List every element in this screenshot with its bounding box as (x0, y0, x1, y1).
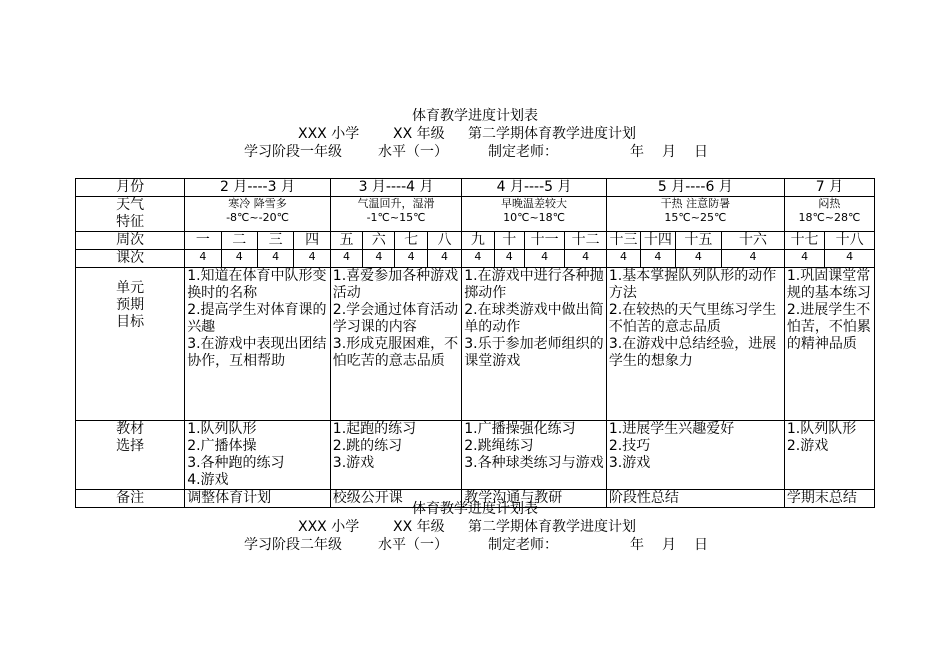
material-item: 1.进展学生兴趣爱好 (608, 421, 735, 437)
plan-name: 第二学期体育教学进度计划 (468, 126, 636, 142)
material-item: 2.游戏 (786, 438, 829, 454)
goals-cell (606, 268, 784, 421)
week-cell: 十四 (641, 232, 675, 250)
unit-goals-row (76, 268, 875, 421)
month-cell: 7 月 (784, 179, 874, 197)
material-item: 3.各种跑的练习 (187, 455, 285, 471)
week-cell: 十一 (524, 232, 564, 250)
grade-label: XX 年级 (393, 126, 445, 142)
material-item: 1.队列队形 (187, 421, 257, 437)
learning-stage-2: 学习阶段二年级 (244, 537, 342, 553)
week-cell: 十二 (565, 232, 607, 250)
school-name: XXX 小学 (298, 126, 360, 142)
teacher-label: 制定老师： (488, 144, 558, 160)
count-cell: 4 (494, 250, 524, 268)
page-title: 体育教学进度计划表 (412, 108, 538, 124)
row-label-week: 周次 (76, 232, 185, 250)
week-cell: 十五 (675, 232, 722, 250)
goals-cell (185, 268, 331, 421)
week-cell: 七 (395, 232, 427, 250)
month-cell: 5 月----6 月 (606, 179, 784, 197)
row-label-goals-line: 目标 (116, 314, 145, 330)
plan-name-2: 第二学期体育教学进度计划 (468, 519, 636, 535)
count-cell: 4 (257, 250, 293, 268)
materials-cell (606, 421, 784, 490)
page-title-2: 体育教学进度计划表 (412, 501, 538, 517)
count-cell: 4 (185, 250, 221, 268)
weather-temp: 15℃~25℃ (664, 211, 727, 224)
week-cell: 五 (330, 232, 362, 250)
materials-row (76, 421, 875, 490)
weather-desc: 早晚温差较大 (501, 197, 568, 210)
materials-cell (462, 421, 607, 490)
goal-item: 1.巩固课堂常规的基本练习 (786, 268, 871, 301)
weather-cell (784, 197, 874, 232)
count-cell: 4 (221, 250, 257, 268)
material-item: 1.起跑的练习 (332, 421, 417, 437)
note-cell: 教学沟通与教研 (462, 490, 607, 508)
goal-item: 2.进展学生不怕苦，不怕累的精神品质 (786, 302, 871, 352)
row-label-weather (76, 197, 185, 232)
weather-cell (330, 197, 461, 232)
goals-cell (330, 268, 461, 421)
weather-desc: 气温回升，湿滑 (357, 197, 435, 210)
row-label-notes: 备注 (76, 490, 185, 508)
count-cell: 4 (641, 250, 675, 268)
weather-cell (606, 197, 784, 232)
material-item: 2.技巧 (608, 438, 651, 454)
weather-cell (462, 197, 607, 232)
material-item: 1.队列队形 (786, 421, 857, 437)
row-label-month: 月份 (76, 179, 185, 197)
week-cell: 六 (363, 232, 395, 250)
goals-cell (462, 268, 607, 421)
weather-desc: 干热 注意防暑 (660, 197, 731, 210)
goal-item: 3.形成克服困难，不怕吃苦的意志品质 (332, 336, 459, 369)
goal-item: 1.喜爱参加各种游戏活动 (332, 268, 459, 301)
teacher-label-2: 制定老师： (488, 537, 558, 553)
row-label-count: 课次 (76, 250, 185, 268)
weather-temp: -1℃~15℃ (366, 211, 426, 224)
level-label: 水平（一） (378, 144, 448, 160)
date-day-2: 日 (694, 537, 708, 553)
goal-item: 2.在球类游戏中做出简单的动作 (464, 302, 604, 335)
goal-item: 3.乐于参加老师组织的课堂游戏 (464, 336, 604, 369)
count-cell: 4 (606, 250, 640, 268)
count-cell: 4 (294, 250, 330, 268)
goal-item: 1.基本掌握队列队形的动作方法 (608, 268, 777, 301)
level-label-2: 水平（一） (378, 537, 448, 553)
material-item: 3.游戏 (608, 455, 651, 471)
weather-temp: 18℃~28℃ (798, 211, 861, 224)
count-cell: 4 (825, 250, 875, 268)
count-cell: 4 (784, 250, 824, 268)
materials-cell (330, 421, 461, 490)
material-item: 2.广播体操 (187, 438, 257, 454)
date-month-2: 月 (662, 537, 676, 553)
goal-item: 1.知道在体育中队形变换时的名称 (187, 268, 327, 301)
month-cell: 2 月----3 月 (185, 179, 331, 197)
week-row (76, 232, 875, 250)
goal-item: 2.在较热的天气里练习学生不怕苦的意志品质 (608, 302, 777, 335)
count-cell: 4 (675, 250, 722, 268)
lesson-count-row (76, 250, 875, 268)
count-cell: 4 (330, 250, 362, 268)
week-cell: 八 (427, 232, 461, 250)
count-cell: 4 (395, 250, 427, 268)
school-name-2: XXX 小学 (298, 519, 360, 535)
row-label-materials-line: 选择 (116, 438, 145, 454)
goal-item: 2.提高学生对体育课的兴趣 (187, 302, 327, 335)
week-cell: 十三 (606, 232, 640, 250)
month-cell: 3 月----4 月 (330, 179, 461, 197)
material-item: 2.跳绳练习 (464, 438, 534, 454)
note-cell: 校级公开课 (330, 490, 461, 508)
material-item: 3.各种球类练习与游戏 (464, 455, 604, 471)
count-cell: 4 (462, 250, 494, 268)
note-cell: 阶段性总结 (606, 490, 784, 508)
note-cell: 调整体育计划 (185, 490, 331, 508)
count-cell: 4 (363, 250, 395, 268)
row-label-weather-line: 特征 (116, 214, 145, 230)
weather-temp: 10℃~18℃ (503, 211, 566, 224)
month-row (76, 179, 875, 197)
material-item: 1.广播操强化练习 (464, 421, 576, 437)
row-label-weather-line: 天气 (116, 197, 145, 213)
week-cell: 九 (462, 232, 494, 250)
goal-item: 3.在游戏中总结经验，进展学生的想象力 (608, 336, 777, 369)
week-cell: 二 (221, 232, 257, 250)
row-label-materials (76, 421, 185, 490)
material-item: 2.跳的练习 (332, 438, 403, 454)
count-cell: 4 (565, 250, 607, 268)
count-cell: 4 (427, 250, 461, 268)
week-cell: 十八 (825, 232, 875, 250)
count-cell: 4 (524, 250, 564, 268)
materials-cell (185, 421, 331, 490)
material-item: 3.游戏 (332, 455, 375, 471)
row-label-goals-line: 单元 (116, 280, 145, 296)
weather-row (76, 197, 875, 232)
weather-desc: 寒冷 降雪多 (228, 197, 287, 210)
note-cell: 学期末总结 (784, 490, 874, 508)
teaching-plan-table (75, 178, 875, 508)
material-item: 4.游戏 (187, 472, 229, 488)
week-cell: 十 (494, 232, 524, 250)
goal-item: 2.学会通过体育活动学习课的内容 (332, 302, 459, 335)
goal-item: 1.在游戏中进行各种抛掷动作 (464, 268, 604, 301)
weather-cell (185, 197, 331, 232)
week-cell: 十七 (784, 232, 824, 250)
row-label-materials-line: 教材 (116, 421, 145, 437)
date-day: 日 (694, 144, 708, 160)
date-year-2: 年 (630, 537, 644, 553)
month-cell: 4 月----5 月 (462, 179, 607, 197)
date-month: 月 (662, 144, 676, 160)
learning-stage: 学习阶段一年级 (244, 144, 342, 160)
week-cell: 十六 (722, 232, 785, 250)
materials-cell (784, 421, 874, 490)
week-cell: 四 (294, 232, 330, 250)
row-label-goals-line: 预期 (116, 297, 145, 313)
row-label-goals (76, 268, 185, 421)
week-cell: 三 (257, 232, 293, 250)
count-cell: 4 (722, 250, 785, 268)
date-year: 年 (630, 144, 644, 160)
weather-temp: -8℃~-20℃ (226, 211, 289, 224)
grade-label-2: XX 年级 (393, 519, 445, 535)
goal-item: 3.在游戏中表现出团结协作，互相帮助 (187, 336, 327, 369)
week-cell: 一 (185, 232, 221, 250)
weather-desc: 闷热 (818, 197, 841, 210)
goals-cell (784, 268, 874, 421)
